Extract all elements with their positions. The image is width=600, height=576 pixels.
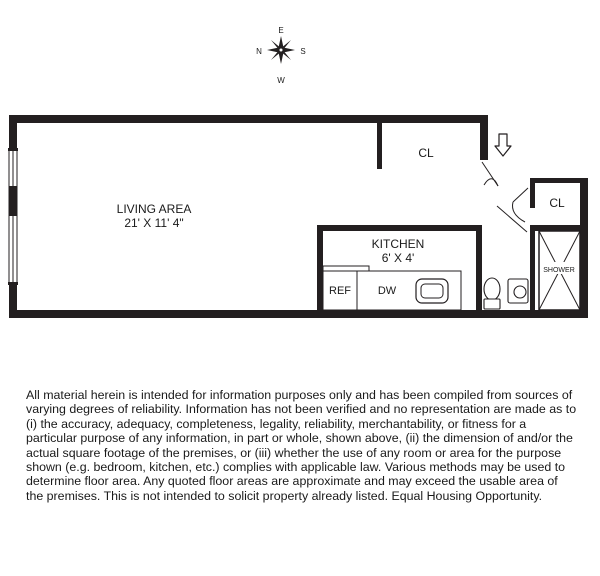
sink-icon	[416, 279, 448, 303]
entry-arrow-icon	[495, 134, 511, 156]
toilet-icon	[484, 278, 500, 309]
disclaimer-text: All material herein is intended for information purposes only and has been compiled from sources of varying degrees of reliability. Information has not been verified and no representation are made as to (i) the accuracy, adequacy, completeness, legality, reliability, merchantability, or fitness for a particular purpose of any information, in part or whole, shown above, (ii) the dimension of and/or the actual square footage of the premises, or (iii) whether the use of any room or area for the purpose shown (e.g. bedroom, kitchen, etc.) complies with applicable law. Various methods may be used to determine floor area. Any quoted floor areas are approximate and may exceed the usable area of the premises. This is not intended to solicit property already listed. Equal Housing Opportunity.	[26, 388, 577, 503]
entry-closet-label: CL	[549, 196, 565, 210]
closet-door	[482, 162, 498, 186]
kitchen-dims: 6' X 4'	[381, 251, 415, 265]
closet-label: CL	[418, 146, 434, 160]
compass-label-s: S	[300, 47, 306, 56]
window	[8, 148, 18, 285]
compass-label-e: E	[278, 26, 284, 35]
bathroom-sink-icon	[508, 279, 528, 303]
living-area-label: LIVING AREA	[116, 202, 192, 216]
refrigerator-label: REF	[329, 285, 351, 297]
kitchen-label: KITCHEN	[371, 237, 425, 251]
compass-label-w: W	[277, 76, 285, 85]
shower-label: SHOWER	[543, 267, 575, 274]
living-area-dims: 21' X 11' 4"	[124, 216, 184, 230]
compass-label-n: N	[256, 47, 262, 56]
compass-rose-icon	[267, 36, 295, 64]
dishwasher-label: DW	[377, 285, 397, 297]
entry-door	[497, 188, 528, 232]
